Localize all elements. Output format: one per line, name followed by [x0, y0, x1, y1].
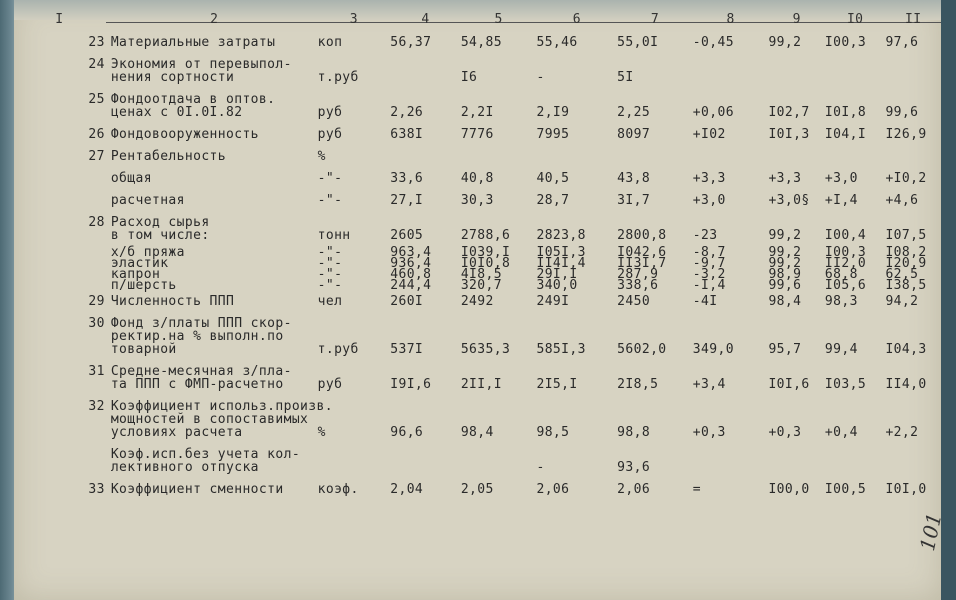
row-number: 25 [88, 92, 105, 107]
value-cell: -0,45 [692, 35, 734, 50]
unit-cell: -"- [317, 171, 343, 186]
value-cell: 8097 [617, 127, 651, 142]
indicator-name-line: х/б пряжа [110, 245, 185, 260]
indicator-name [111, 444, 318, 479]
unit-cell: -"- [317, 278, 343, 293]
indicator-name-line: Коэф.исп.без учета кол- [110, 447, 301, 462]
value-cell: I00,3 [824, 35, 867, 50]
indicator-name-line: Рентабельность [110, 149, 227, 164]
value-cell: 5I [617, 70, 634, 85]
value-cell [390, 54, 461, 89]
value-cell: 28,7 [536, 193, 570, 208]
value-cell [461, 146, 537, 168]
table-row [14, 361, 941, 396]
value-cell: I0I,8 [824, 105, 867, 120]
value-cell: 287,9 [617, 267, 659, 282]
table-row [14, 168, 941, 190]
row-number: 30 [88, 316, 105, 331]
row-number: 32 [88, 399, 105, 414]
unit-cell: -"- [317, 267, 343, 282]
value-cell: 340,0 [536, 278, 578, 293]
value-cell: -4I [692, 294, 718, 309]
value-cell: 244,4 [390, 278, 432, 293]
value-cell: 2450 [617, 294, 651, 309]
value-cell: = [692, 482, 702, 497]
col-header: 5 [494, 12, 503, 27]
value-cell [390, 444, 461, 479]
value-cell: 98,4 [460, 425, 494, 440]
value-cell: I0I,3 [768, 127, 810, 142]
table-row [14, 124, 941, 146]
value-cell: 2,06 [617, 482, 651, 497]
value-cell: +3,0 [692, 193, 726, 208]
value-cell: I0I,6 [768, 377, 810, 392]
value-cell: II2,0 [824, 256, 867, 271]
value-cell: I08,2 [885, 245, 927, 260]
row-number [14, 280, 111, 291]
indicator-name-line: Средне-месячная з/пла- [110, 364, 292, 379]
value-cell: 94,2 [885, 294, 919, 309]
row-number [14, 168, 111, 190]
indicator-name-line: Материальные затраты [110, 35, 276, 50]
value-cell: I0I0,8 [460, 256, 511, 271]
value-cell: 2,26 [390, 105, 424, 120]
unit-cell: тонн [317, 228, 351, 243]
value-cell: I04,I [824, 127, 867, 142]
indicator-name-line: лективного отпуска [110, 460, 259, 475]
unit-cell: коп [317, 35, 343, 50]
indicator-name-line: Экономия от перевыпол- [110, 57, 292, 72]
value-cell: 96,6 [390, 425, 424, 440]
indicator-name [111, 280, 318, 291]
value-cell: +3,0 [824, 171, 858, 186]
value-cell [885, 54, 941, 89]
value-cell: 537I [390, 342, 424, 357]
row-number: 23 [88, 35, 105, 50]
value-cell: 43,8 [617, 171, 651, 186]
indicator-name [111, 124, 318, 146]
value-cell: 55,0I [617, 35, 659, 50]
value-cell: 98,9 [768, 267, 802, 282]
value-cell [825, 54, 886, 89]
unit-cell: % [317, 425, 326, 440]
indicator-name [111, 32, 318, 54]
value-cell: 963,4 [390, 245, 432, 260]
value-cell: 99,2 [768, 245, 802, 260]
value-cell: 55,46 [536, 35, 578, 50]
value-cell: +I,4 [824, 193, 858, 208]
value-cell: 2,05 [460, 482, 494, 497]
col-header: 8 [726, 12, 735, 27]
value-cell: 98,3 [824, 294, 858, 309]
value-cell: 30,3 [460, 193, 494, 208]
unit-cell: -"- [317, 193, 343, 208]
column-number-row [14, 12, 941, 32]
value-cell: 260I [390, 294, 424, 309]
value-cell: I04,3 [885, 342, 927, 357]
value-cell: -8,7 [692, 245, 726, 260]
value-cell: 2,06 [536, 482, 570, 497]
value-cell: 2II,I [460, 377, 502, 392]
unit-cell: т.руб [317, 70, 359, 85]
value-cell: 2I5,I [536, 377, 578, 392]
value-cell: 2,04 [390, 482, 424, 497]
row-number: 29 [88, 294, 105, 309]
table-row [14, 89, 941, 124]
value-cell: 2I8,5 [617, 377, 659, 392]
col-header: I0 [846, 12, 864, 27]
indicator-name [110, 396, 333, 444]
value-cell: 5602,0 [617, 342, 667, 357]
value-cell: +3,3 [768, 171, 802, 186]
unit-cell: коэф. [317, 482, 359, 497]
row-number [14, 247, 111, 258]
value-cell: 27,I [390, 193, 424, 208]
indicator-name-line: мощностей в сопоставимых [110, 412, 309, 427]
unit-cell: -"- [317, 245, 343, 260]
statistics-table [14, 12, 941, 501]
value-cell: 2788,6 [460, 228, 511, 243]
row-number: 24 [88, 57, 105, 72]
page-number: 101 [915, 510, 947, 553]
col-header: 3 [349, 12, 359, 27]
value-cell: 5635,3 [460, 342, 511, 357]
value-cell [693, 146, 769, 168]
indicator-name-line: Численность ППП [110, 294, 235, 309]
indicator-name-line: ценах с 0I.0I.82 [110, 105, 243, 120]
unit-cell: руб [317, 127, 343, 142]
value-cell: 54,85 [460, 35, 502, 50]
table-row [14, 444, 941, 479]
value-cell [885, 444, 941, 479]
value-cell: 99,2 [768, 35, 802, 50]
value-cell: I00,5 [824, 482, 867, 497]
indicator-name-line: Коэффициент сменности [110, 482, 284, 497]
unit-cell: % [317, 149, 326, 164]
value-cell [693, 444, 769, 479]
col-header: 4 [421, 12, 430, 27]
value-cell [885, 146, 941, 168]
value-cell: +2,2 [885, 425, 919, 440]
unit-cell: руб [317, 377, 343, 392]
value-cell [536, 146, 617, 168]
row-number: 26 [88, 127, 105, 142]
col-header: II [904, 12, 922, 27]
value-cell: 93,6 [617, 460, 651, 475]
table-row [14, 32, 941, 54]
table-row [14, 212, 941, 247]
table-row [14, 54, 941, 89]
value-cell: I05I,3 [536, 245, 586, 260]
indicator-name-line: Коэффициент использ.произв. [110, 399, 333, 414]
indicator-name-line: ректир.на % выполн.по [110, 329, 284, 344]
value-cell: +4,6 [885, 193, 919, 208]
value-cell: - [536, 70, 545, 85]
value-cell: II4I,4 [536, 256, 586, 271]
indicator-name [111, 291, 318, 313]
value-cell: 99,4 [824, 342, 858, 357]
row-number: 27 [88, 149, 105, 164]
unit-cell: чел [317, 294, 343, 309]
value-cell: 99,2 [768, 256, 802, 271]
indicator-name [111, 479, 318, 501]
table-row [14, 313, 941, 361]
value-cell: 29I,I [536, 267, 578, 282]
value-cell: II3I,7 [617, 256, 667, 271]
unit-cell: т.руб [317, 342, 359, 357]
value-cell: 99,6 [885, 105, 919, 120]
value-cell: 62,5 [885, 267, 919, 282]
col-header: 2 [210, 12, 219, 27]
value-cell: I00,4 [824, 228, 867, 243]
value-cell: 320,7 [460, 278, 502, 293]
value-cell: -3,2 [692, 267, 726, 282]
value-cell: 40,5 [536, 171, 570, 186]
value-cell [768, 146, 824, 168]
value-cell: 460,8 [390, 267, 432, 282]
value-cell: 3I,7 [617, 193, 651, 208]
value-cell: I07,5 [885, 228, 927, 243]
indicator-name-line: Фондоотдача в оптов. [110, 92, 276, 107]
value-cell: 249I [536, 294, 570, 309]
row-number: 28 [88, 215, 105, 230]
value-cell [825, 444, 886, 479]
value-cell: I039,I [460, 245, 511, 260]
value-cell: 2492 [460, 294, 494, 309]
value-cell: 638I [390, 127, 424, 142]
value-cell: -I,4 [692, 278, 726, 293]
value-cell [825, 146, 886, 168]
indicator-name-line: Фондовооруженность [110, 127, 259, 142]
value-cell: II4,0 [885, 377, 927, 392]
indicator-name-line: товарной [110, 342, 177, 357]
value-cell: 97,6 [885, 35, 919, 50]
indicator-name-line: эластик [110, 256, 169, 271]
indicator-name-line: в том числе: [110, 228, 210, 243]
table-row [14, 291, 941, 313]
indicator-name-line: нения сортности [110, 70, 235, 85]
value-cell: 2800,8 [617, 228, 667, 243]
value-cell: 2,25 [617, 105, 651, 120]
value-cell: +I02 [692, 127, 726, 142]
value-cell: I00,3 [824, 245, 867, 260]
value-cell: 2,I9 [536, 105, 570, 120]
value-cell: I38,5 [885, 278, 927, 293]
row-number: 31 [88, 364, 105, 379]
unit-cell: -"- [317, 256, 343, 271]
value-cell: 585I,3 [536, 342, 586, 357]
value-cell: 98,4 [768, 294, 802, 309]
value-cell [768, 54, 824, 89]
value-cell: I03,5 [824, 377, 867, 392]
value-cell: +3,4 [692, 377, 726, 392]
value-cell: -23 [692, 228, 718, 243]
row-number [14, 269, 111, 280]
value-cell [693, 54, 769, 89]
value-cell [461, 444, 537, 479]
value-cell: 95,7 [768, 342, 802, 357]
indicator-name-line: Расход сырья [110, 215, 210, 230]
indicator-name-line: Фонд з/платы ППП скор- [110, 316, 292, 331]
indicator-name-line: та ППП с ФМП-расчетно [110, 377, 284, 392]
indicator-name [111, 212, 318, 247]
indicator-name [111, 89, 318, 124]
value-cell: 99,6 [768, 278, 802, 293]
table-row [14, 146, 941, 168]
table-row [14, 190, 941, 212]
value-cell: 98,5 [536, 425, 570, 440]
indicator-name [111, 54, 318, 89]
value-cell: - [536, 460, 545, 475]
value-cell: I9I,6 [390, 377, 432, 392]
col-header: 7 [650, 12, 660, 27]
unit-cell [318, 444, 391, 479]
indicator-name-line: расчетная [110, 193, 185, 208]
value-cell: I20,9 [885, 256, 927, 271]
indicator-name [111, 146, 318, 168]
value-cell: 338,6 [617, 278, 659, 293]
value-cell: 56,37 [390, 35, 432, 50]
value-cell [768, 444, 824, 479]
indicator-name-line: общая [110, 171, 152, 186]
row-number [14, 444, 111, 479]
indicator-name-line: п/шерсть [110, 278, 177, 293]
value-cell: I042,6 [617, 245, 667, 260]
value-cell: I05,6 [824, 278, 867, 293]
col-header: 6 [572, 12, 581, 27]
value-cell: 98,8 [617, 425, 651, 440]
value-cell: I26,9 [885, 127, 927, 142]
col-header: 9 [792, 12, 801, 27]
value-cell: 40,8 [460, 171, 494, 186]
value-cell [617, 146, 693, 168]
indicator-name [111, 190, 318, 212]
indicator-name-line: капрон [110, 267, 161, 282]
value-cell [390, 146, 461, 168]
table-row [14, 479, 941, 501]
value-cell: I6 [460, 70, 478, 85]
row-number [14, 258, 111, 269]
indicator-name [111, 361, 318, 396]
indicator-name [111, 313, 318, 361]
value-cell: +3,0§ [768, 193, 810, 208]
value-cell: 4I8,5 [460, 267, 502, 282]
value-cell: 33,6 [390, 171, 424, 186]
value-cell: 68,8 [824, 267, 858, 282]
value-cell: +0,06 [692, 105, 734, 120]
unit-cell: руб [317, 105, 343, 120]
indicator-name-line: условиях расчета [110, 425, 243, 440]
value-cell: 349,0 [692, 342, 734, 357]
value-cell: 99,2 [768, 228, 802, 243]
value-cell: +0,4 [824, 425, 858, 440]
value-cell: I02,7 [768, 105, 810, 120]
value-cell: 2605 [390, 228, 424, 243]
col-header: I [55, 12, 64, 27]
indicator-name [111, 168, 318, 190]
document-page [14, 0, 947, 600]
value-cell: 2823,8 [536, 228, 586, 243]
value-cell: +0,3 [692, 425, 726, 440]
value-cell: +3,3 [692, 171, 726, 186]
row-number [14, 190, 111, 212]
value-cell: I0I,0 [885, 482, 927, 497]
value-cell: +I0,2 [885, 171, 927, 186]
value-cell: 2,2I [460, 105, 494, 120]
value-cell: 936,4 [390, 256, 432, 271]
value-cell: 7995 [536, 127, 570, 142]
value-cell: +0,3 [768, 425, 802, 440]
table-row [14, 280, 941, 291]
value-cell: I00,0 [768, 482, 810, 497]
value-cell: -9,7 [692, 256, 726, 271]
value-cell: 7776 [460, 127, 494, 142]
table-row [14, 396, 941, 444]
row-number: 33 [88, 482, 105, 497]
